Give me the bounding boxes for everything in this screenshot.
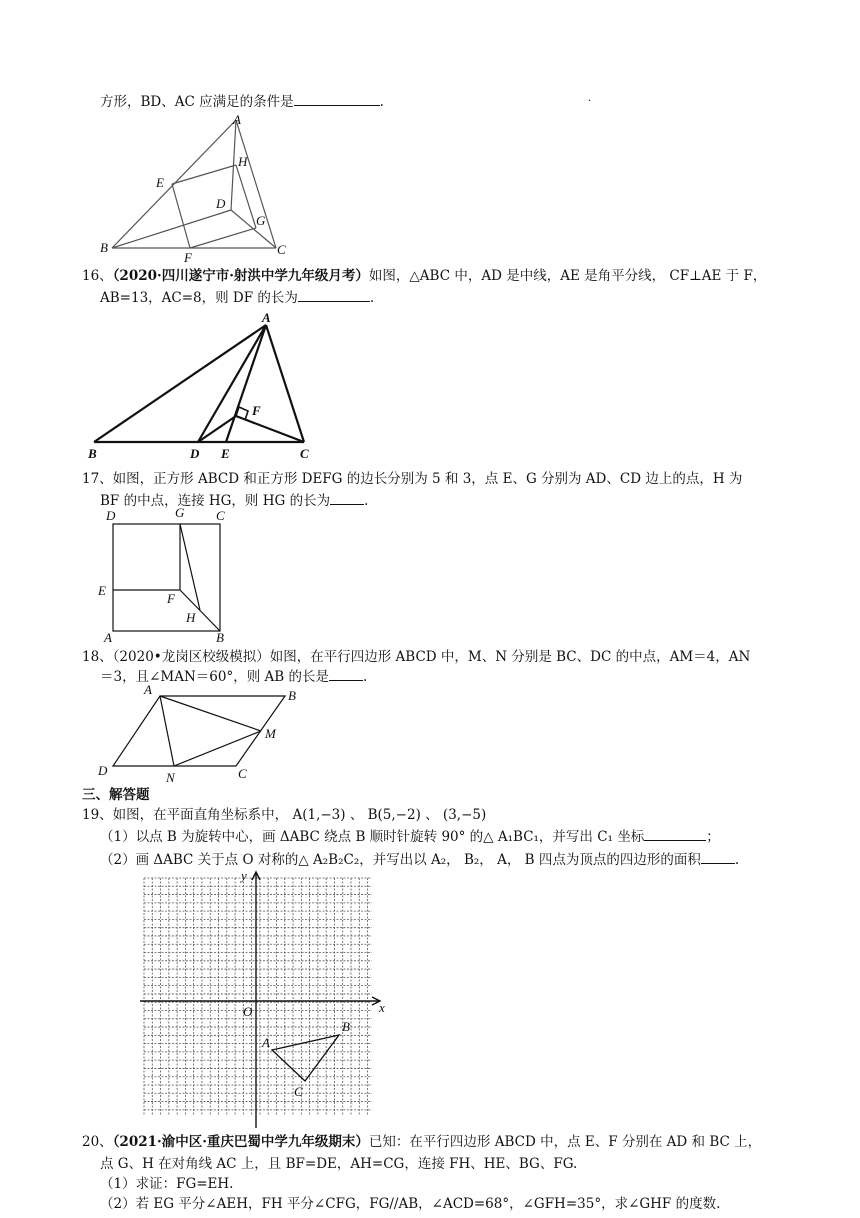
- q20-line2: [100, 1155, 577, 1173]
- q20-sub2: [100, 1195, 720, 1213]
- q18-label-d: D: [98, 763, 108, 778]
- q17-label-g: G: [175, 505, 185, 520]
- q16-text2: AB=13，AC=8，则 DF 的长为: [100, 290, 298, 306]
- q15-label-e: E: [156, 175, 164, 190]
- q20-text2: 点 G、H 在对角线 AC 上，且 BF=DE，AH=CG，连接 FH、HE、BG、FG.: [100, 1156, 578, 1172]
- q15-label-f: F: [184, 250, 192, 265]
- q16-label-c: C: [300, 446, 309, 461]
- q17-label-h: H: [186, 610, 196, 625]
- q16-end: .: [369, 290, 375, 306]
- q18-label-c: C: [238, 766, 247, 781]
- q19-sub1-text: （1）以点 B 为旋转中心，画 ΔABC 绕点 B 顺时针旋转 90° 的△ A₁BC₁，并写出 C₁ 坐标: [100, 829, 645, 845]
- q19-label-a: A: [262, 1035, 270, 1050]
- q18-label-m: M: [265, 726, 276, 741]
- q18-label-b: B: [288, 688, 296, 703]
- q16-label-a: A: [262, 310, 271, 325]
- q20-num: 20、: [82, 1134, 113, 1150]
- q17-text1: 17、如图，正方形 ABCD 和正方形 DEFG 的边长分别为 5 和 3，点 E、G 分别为 AD、CD 边上的点，H 为: [82, 471, 743, 487]
- q18-label-a: A: [144, 682, 152, 697]
- q20-sub1-text: （1）求证：FG=EH.: [100, 1176, 234, 1192]
- q15-label-d: D: [216, 196, 226, 211]
- q15-label-c: C: [277, 242, 286, 257]
- q16-num: 16、: [82, 268, 113, 284]
- q16-label-b: B: [88, 446, 97, 461]
- q16-source: （2020·四川遂宁市·射洪中学九年级月考）: [112, 268, 369, 284]
- q17-end: .: [364, 493, 369, 509]
- q18-end: .: [362, 669, 368, 685]
- q15-end: .: [379, 94, 384, 110]
- q19-text1: 19、如图，在平面直角坐标系中， A(1,−3) 、 B(5,−2) 、 (3,−5): [82, 807, 487, 823]
- q20-text1: 已知：在平行四边形 ABCD 中，点 E、F 分别在 AD 和 BC 上，: [368, 1134, 762, 1150]
- section-title: 三、解答题: [82, 787, 150, 803]
- q16-label-d: D: [190, 446, 200, 461]
- q15-label-a: A: [233, 112, 241, 127]
- q19-label-c: C: [294, 1084, 303, 1099]
- q18-label-n: N: [166, 770, 175, 785]
- q20-source: （2021·渝中区·重庆巴蜀中学九年级期末）: [112, 1134, 369, 1150]
- q16-label-e: E: [221, 446, 230, 461]
- q20-sub2-text: （2）若 EG 平分∠AEH，FH 平分∠CFG，FG//AB，∠ACD=68°，∠GFH=35°，求∠GHF 的度数.: [100, 1196, 721, 1212]
- q17-label-b: B: [216, 630, 224, 645]
- q19-sub1-end: ；: [706, 829, 720, 845]
- q15-label-g: G: [256, 213, 266, 228]
- triangle-abc: [272, 1035, 339, 1081]
- q17-text2: BF 的中点，连接 HG，则 HG 的长为: [100, 493, 331, 509]
- q17-label-e: E: [98, 583, 106, 598]
- q17-label-d: D: [106, 508, 116, 523]
- q17-label-c: C: [216, 508, 225, 523]
- q19-sub2-end: .: [734, 852, 740, 868]
- origin-label: O: [243, 1004, 253, 1019]
- q20-line1: [82, 1133, 761, 1151]
- q18-text1: 18、（2020•龙岗区校级模拟）如图，在平行四边形 ABCD 中，M、N 分别是 BC、DC 的中点，AM＝4，AN: [82, 649, 751, 665]
- y-axis-label: y: [241, 868, 247, 883]
- q19-sub2-text: （2）画 ΔABC 关于点 O 对称的△ A₂B₂C₂，并写出以 A₂， B₂， A， B 四点为顶点的四边形的面积: [100, 852, 701, 868]
- q20-sub1: [100, 1175, 233, 1193]
- q15-label-h: H: [238, 154, 248, 169]
- stray-dot: ·: [588, 96, 592, 107]
- q17-label-a: A: [104, 630, 112, 645]
- q18-text2: ＝3，且∠MAN＝60°，则 AB 的长是: [100, 669, 329, 685]
- q15-text: 方形，BD、AC 应满足的条件是: [100, 94, 294, 110]
- q19-label-b: B: [342, 1019, 350, 1034]
- q16-label-f: F: [252, 403, 261, 418]
- q16-text1: 如图，△ABC 中，AD 是中线，AE 是角平分线， CF⊥AE 于 F，: [368, 268, 767, 284]
- q15-label-b: B: [100, 240, 108, 255]
- q17-label-f: F: [167, 591, 175, 606]
- x-axis-label: x: [379, 1000, 385, 1015]
